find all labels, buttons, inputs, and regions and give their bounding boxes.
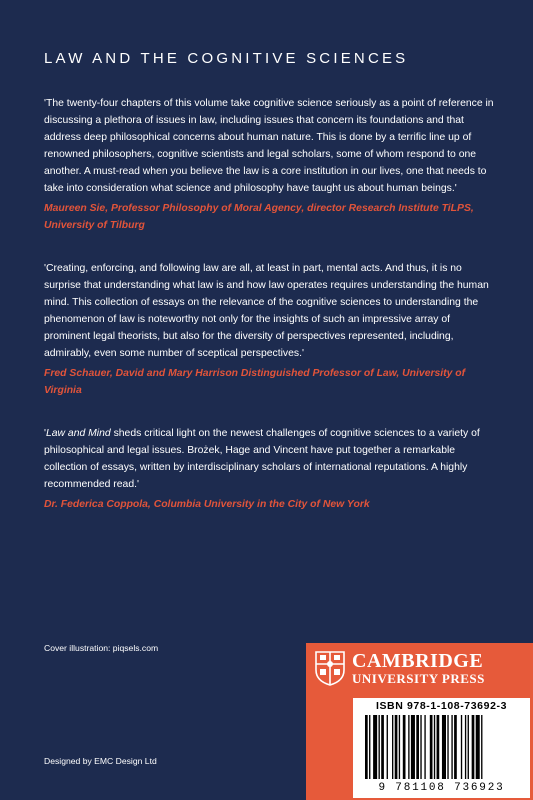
publisher-name-line2: UNIVERSITY PRESS [352,671,485,686]
quote-rest: sheds critical light on the newest challenges of cognitive sciences to a variety of philosophical and legal issues. Brożek, Hage and Vincent have put together a remarkable collection of essays, written by interdisciplinary scholars of international reputations. A highly recommended read.' [44,428,480,490]
barcode-bar [476,715,480,779]
barcode-bar [424,715,425,779]
barcode-bar [454,715,457,779]
publisher-name-line1: CAMBRIDGE [352,650,484,672]
barcode-bar [379,715,380,779]
barcode-bar [461,715,462,779]
barcode-bar [434,715,435,779]
barcode-bar [416,715,419,779]
series-title: LAW AND THE COGNITIVE SCIENCES [44,50,409,67]
endorsement-quote: 'Creating, enforcing, and following law are all, at least in part, mental acts. And thus, it is no surprise that understanding what law is and how law operates requires understanding the human mind. This collection of essays on the relevance of the cognitive sciences to understanding the phenomenon of law is noteworthy not only for the insights of such an impressive array of prominent legal theorists, but also for the diversity of perspectives represented, including, admirably, even some number of sceptical perspectives.' [44,263,489,359]
publisher-logo [315,651,485,686]
publisher-panel [306,643,533,800]
barcode-bar [411,715,415,779]
endorsement-quote [44,425,494,493]
endorsement-attribution: Maureen Sie, Professor Philosophy of Moral Agency, director Research Institute TiLPS, University of Tilburg [44,203,474,231]
barcode-bar [437,715,440,779]
barcode-bar [369,715,370,779]
endorsement-2 [44,260,494,399]
barcode-bar [481,715,482,779]
endorsements [44,95,494,539]
quote-open-mark: ' [44,428,46,439]
design-credit: Designed by EMC Design Ltd [44,756,157,766]
endorsement-quote: 'The twenty-four chapters of this volume take cognitive science seriously as a point of reference in discussing a plethora of issues in law, including issues that concern its foundations and that address deep philosophical concerns about human nature. This is done by a terrific line up of renowned philosophers, cognitive scientists and legal scholars, some of whom respond to one another. A must-read when you believe the law is a core institution in our lives, one that needs to take into consideration what science and philosophy have taught us about human beings.' [44,98,494,194]
barcode-bar [442,715,446,779]
endorsement-attribution: Fred Schauer, David and Mary Harrison Distinguished Professor of Law, University of Virginia [44,368,466,396]
endorsement-attribution: Dr. Federica Coppola, Columbia University in the City of New York [44,499,370,510]
barcode-bar [365,715,368,779]
endorsement-3 [44,425,494,513]
barcode-bars [363,715,520,779]
barcode-bar [420,715,421,779]
publisher-name [352,651,485,686]
barcode-bar [447,715,448,779]
cambridge-crest-icon [315,651,345,686]
barcode-digits: 9 781108 736923 [378,782,505,794]
barcode-bar [387,715,388,779]
endorsement-1 [44,95,494,234]
barcode-bar [373,715,377,779]
barcode-bar [392,715,393,779]
barcode-bar [395,715,398,779]
barcode-bar [399,715,400,779]
isbn-number: ISBN 978-1-108-73692-3 [375,700,508,712]
cover-illustration-credit: Cover illustration: piqsels.com [44,643,159,653]
barcode-bar [468,715,469,779]
book-title: Law and Mind [45,428,111,439]
barcode-bar [451,715,452,779]
barcode-bar [430,715,433,779]
barcode-bar [472,715,475,779]
barcode-bar [465,715,466,779]
barcode-bar [408,715,409,779]
barcode [353,698,530,798]
barcode-bar [381,715,384,779]
barcode-bar [403,715,406,779]
